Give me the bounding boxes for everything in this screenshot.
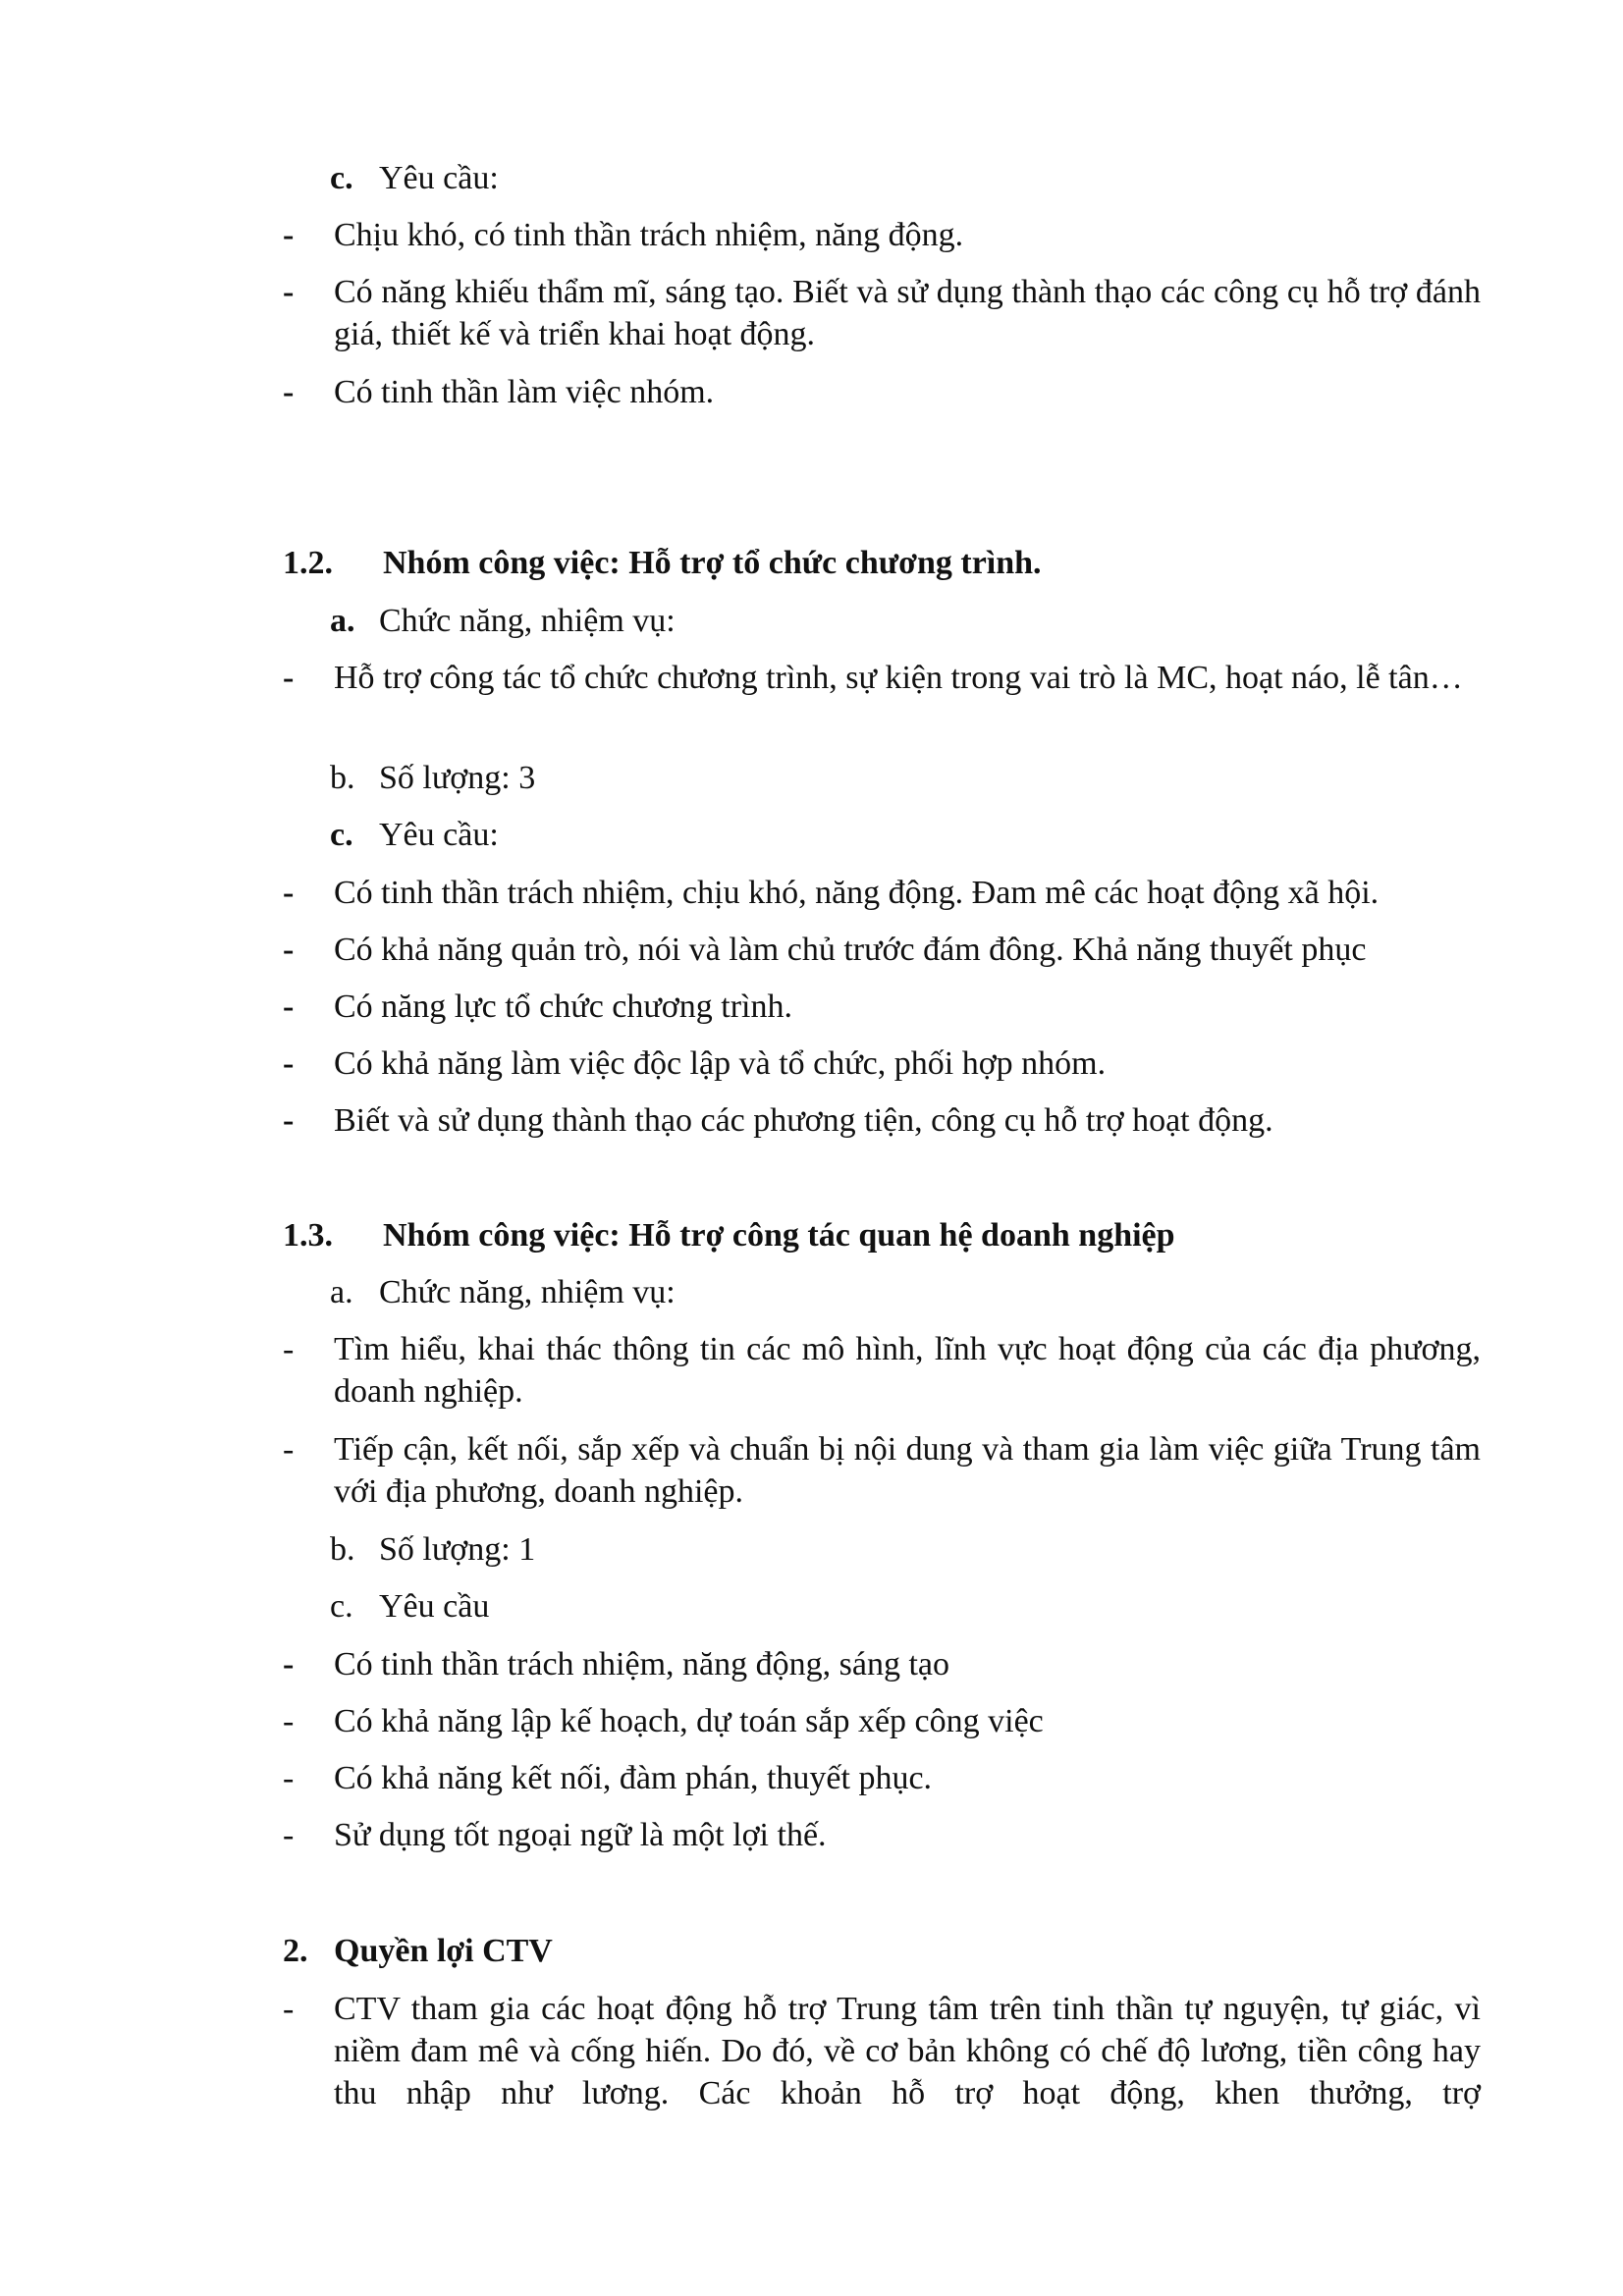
list-item bbox=[283, 929, 1481, 971]
dash-marker: - bbox=[283, 875, 295, 911]
section-title: Nhóm công việc: Hỗ trợ tổ chức chương trình. bbox=[383, 545, 1042, 581]
sec13-b-heading bbox=[330, 1528, 535, 1571]
sub-heading-text: Yêu cầu: bbox=[379, 817, 499, 853]
sec11-c-heading bbox=[330, 157, 499, 199]
dash-marker: - bbox=[283, 374, 295, 410]
dash-marker: - bbox=[283, 988, 295, 1025]
dash-marker: - bbox=[283, 1331, 295, 1367]
section-heading bbox=[283, 542, 1042, 584]
list-item-text: Có khả năng lập kế hoạch, dự toán sắp xếp công việc bbox=[334, 1703, 1044, 1739]
list-item-text: Sử dụng tốt ngoại ngữ là một lợi thế. bbox=[334, 1817, 827, 1853]
list-item-text: Tiếp cận, kết nối, sắp xếp và chuẩn bị nội dung và tham gia làm việc giữa Trung tâm với địa phương, doanh nghiệp. bbox=[334, 1431, 1481, 1510]
dash-marker: - bbox=[283, 1646, 295, 1682]
list-item bbox=[283, 271, 1481, 355]
dash-marker: - bbox=[283, 1760, 295, 1796]
section-title: Quyền lợi CTV bbox=[334, 1933, 553, 1969]
list-item bbox=[283, 371, 1481, 413]
section-number: 2. bbox=[283, 1933, 308, 1969]
list-marker: b. bbox=[330, 760, 355, 796]
list-item bbox=[283, 1814, 1481, 1856]
sub-heading-text: Yêu cầu: bbox=[379, 160, 499, 196]
list-item bbox=[283, 1428, 1481, 1513]
dash-marker: - bbox=[283, 274, 295, 310]
list-item bbox=[283, 1988, 1481, 2114]
sub-heading-text: Chức năng, nhiệm vụ: bbox=[379, 603, 676, 639]
sec12-c-heading bbox=[330, 814, 499, 856]
list-item-text: Có khả năng quản trò, nói và làm chủ trước đám đông. Khả năng thuyết phục bbox=[334, 932, 1367, 968]
sec13-a-heading bbox=[330, 1271, 676, 1313]
sec13-c-heading bbox=[330, 1585, 489, 1628]
list-item-text: Có năng lực tổ chức chương trình. bbox=[334, 988, 793, 1025]
list-marker: a. bbox=[330, 1274, 353, 1310]
section-heading bbox=[283, 1214, 1175, 1256]
dash-marker: - bbox=[283, 660, 295, 696]
sub-heading-text: Yêu cầu bbox=[379, 1588, 490, 1625]
list-marker: a. bbox=[330, 603, 355, 639]
section-heading bbox=[283, 1930, 553, 1972]
list-item-text: Có năng khiếu thẩm mĩ, sáng tạo. Biết và sử dụng thành thạo các công cụ hỗ trợ đánh giá, thiết kế và triển khai hoạt động. bbox=[334, 274, 1481, 352]
list-marker: c. bbox=[330, 817, 353, 853]
list-item-text: CTV tham gia các hoạt động hỗ trợ Trung tâm trên tinh thần tự nguyện, tự giác, vì niềm đam mê và cống hiến. Do đó, về cơ bản không có chế độ lương, tiền công hay thu nhập như lương. Các khoản hỗ trợ hoạt động, khen thưởng, trợ bbox=[334, 1991, 1481, 2111]
list-item-text: Có khả năng kết nối, đàm phán, thuyết phục. bbox=[334, 1760, 933, 1796]
sec12-b-heading bbox=[330, 757, 535, 799]
sub-heading-text: Số lượng: 3 bbox=[379, 760, 536, 796]
section-number: 1.2. bbox=[283, 545, 333, 581]
list-marker: c. bbox=[330, 1588, 353, 1625]
dash-marker: - bbox=[283, 1991, 295, 2027]
dash-marker: - bbox=[283, 1102, 295, 1139]
sec12-a-heading bbox=[330, 600, 676, 642]
list-item-text: Có tinh thần trách nhiệm, năng động, sáng tạo bbox=[334, 1646, 949, 1682]
dash-marker: - bbox=[283, 217, 295, 253]
dash-marker: - bbox=[283, 1045, 295, 1082]
dash-marker: - bbox=[283, 932, 295, 968]
section-title: Nhóm công việc: Hỗ trợ công tác quan hệ doanh nghiệp bbox=[383, 1217, 1175, 1254]
dash-marker: - bbox=[283, 1703, 295, 1739]
list-item bbox=[283, 1700, 1481, 1742]
list-item-text: Có tinh thần làm việc nhóm. bbox=[334, 374, 715, 410]
list-item-text: Biết và sử dụng thành thạo các phương tiện, công cụ hỗ trợ hoạt động. bbox=[334, 1102, 1273, 1139]
list-item bbox=[283, 657, 1481, 699]
dash-marker: - bbox=[283, 1817, 295, 1853]
list-item-text: Tìm hiểu, khai thác thông tin các mô hình, lĩnh vực hoạt động của các địa phương, doanh nghiệp. bbox=[334, 1331, 1481, 1410]
list-item-text: Có khả năng làm việc độc lập và tổ chức, phối hợp nhóm. bbox=[334, 1045, 1107, 1082]
list-item bbox=[283, 1643, 1481, 1685]
list-item-text: Có tinh thần trách nhiệm, chịu khó, năng động. Đam mê các hoạt động xã hội. bbox=[334, 875, 1380, 911]
sub-heading-text: Chức năng, nhiệm vụ: bbox=[379, 1274, 676, 1310]
list-item bbox=[283, 1099, 1481, 1142]
list-item bbox=[283, 1328, 1481, 1413]
list-item-text: Hỗ trợ công tác tổ chức chương trình, sự kiện trong vai trò là MC, hoạt náo, lễ tân… bbox=[334, 660, 1463, 696]
list-item bbox=[283, 1042, 1481, 1085]
list-item bbox=[283, 1757, 1481, 1799]
dash-marker: - bbox=[283, 1431, 295, 1468]
list-item bbox=[283, 986, 1481, 1028]
list-marker: b. bbox=[330, 1531, 355, 1568]
list-marker: c. bbox=[330, 160, 353, 196]
list-item bbox=[283, 214, 1481, 256]
sub-heading-text: Số lượng: 1 bbox=[379, 1531, 536, 1568]
section-number: 1.3. bbox=[283, 1217, 333, 1254]
list-item-text: Chịu khó, có tinh thần trách nhiệm, năng động. bbox=[334, 217, 964, 253]
list-item bbox=[283, 872, 1481, 914]
